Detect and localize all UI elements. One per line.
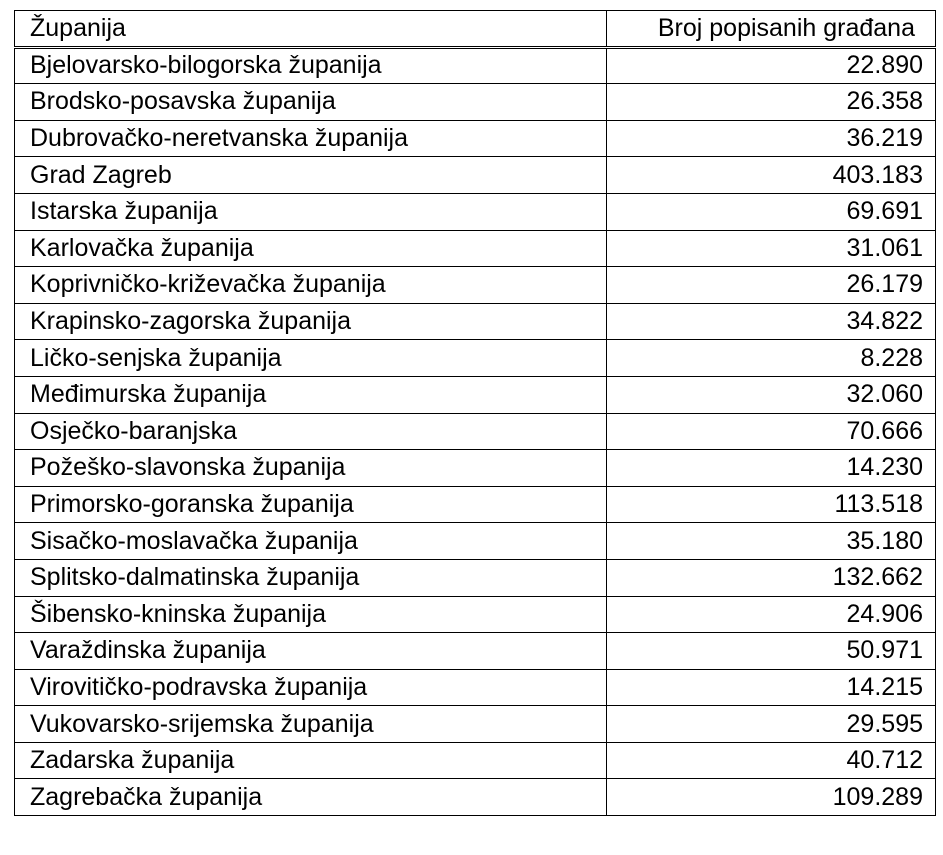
table-row xyxy=(15,413,936,450)
county-name-cell: Sisačko-moslavačka županija xyxy=(15,523,607,560)
citizen-count-cell: 14.215 xyxy=(607,669,936,706)
table-row xyxy=(15,230,936,267)
header-row xyxy=(15,11,936,48)
citizen-count-cell: 50.971 xyxy=(607,633,936,670)
county-name-cell: Osječko-baranjska xyxy=(15,413,607,450)
table-row xyxy=(15,633,936,670)
county-name-cell: Zadarska županija xyxy=(15,742,607,779)
table-row xyxy=(15,303,936,340)
county-name-cell: Virovitičko-podravska županija xyxy=(15,669,607,706)
citizen-count-cell: 8.228 xyxy=(607,340,936,377)
citizen-count-cell: 31.061 xyxy=(607,230,936,267)
county-name-cell: Dubrovačko-neretvanska županija xyxy=(15,120,607,157)
county-name-cell: Istarska županija xyxy=(15,193,607,230)
county-name-cell: Splitsko-dalmatinska županija xyxy=(15,559,607,596)
table-row xyxy=(15,742,936,779)
county-name-cell: Međimurska županija xyxy=(15,376,607,413)
county-name-cell: Krapinsko-zagorska županija xyxy=(15,303,607,340)
citizen-count-cell: 109.289 xyxy=(607,779,936,816)
column-header-county: Županija xyxy=(15,11,607,48)
table-row xyxy=(15,523,936,560)
county-name-cell: Primorsko-goranska županija xyxy=(15,486,607,523)
county-name-cell: Koprivničko-križevačka županija xyxy=(15,267,607,304)
county-name-cell: Brodsko-posavska županija xyxy=(15,84,607,121)
county-name-cell: Varaždinska županija xyxy=(15,633,607,670)
county-name-cell: Požeško-slavonska županija xyxy=(15,450,607,487)
census-table xyxy=(14,10,936,816)
table-body xyxy=(15,47,936,815)
table-row xyxy=(15,486,936,523)
table-row xyxy=(15,47,936,84)
citizen-count-cell: 32.060 xyxy=(607,376,936,413)
citizen-count-cell: 24.906 xyxy=(607,596,936,633)
table-row xyxy=(15,267,936,304)
county-name-cell: Zagrebačka županija xyxy=(15,779,607,816)
citizen-count-cell: 34.822 xyxy=(607,303,936,340)
citizen-count-cell: 26.179 xyxy=(607,267,936,304)
citizen-count-cell: 113.518 xyxy=(607,486,936,523)
citizen-count-cell: 36.219 xyxy=(607,120,936,157)
county-name-cell: Bjelovarsko-bilogorska županija xyxy=(15,47,607,84)
table-row xyxy=(15,779,936,816)
citizen-count-cell: 35.180 xyxy=(607,523,936,560)
table-row xyxy=(15,559,936,596)
county-name-cell: Ličko-senjska županija xyxy=(15,340,607,377)
citizen-count-cell: 40.712 xyxy=(607,742,936,779)
column-header-count: Broj popisanih građana xyxy=(607,11,936,48)
county-name-cell: Šibensko-kninska županija xyxy=(15,596,607,633)
citizen-count-cell: 26.358 xyxy=(607,84,936,121)
table-row xyxy=(15,669,936,706)
citizen-count-cell: 29.595 xyxy=(607,706,936,743)
table-row xyxy=(15,596,936,633)
table-row xyxy=(15,193,936,230)
table-row xyxy=(15,84,936,121)
citizen-count-cell: 132.662 xyxy=(607,559,936,596)
table-row xyxy=(15,157,936,194)
citizen-count-cell: 22.890 xyxy=(607,47,936,84)
citizen-count-cell: 14.230 xyxy=(607,450,936,487)
table-row xyxy=(15,450,936,487)
citizen-count-cell: 69.691 xyxy=(607,193,936,230)
county-name-cell: Karlovačka županija xyxy=(15,230,607,267)
county-name-cell: Grad Zagreb xyxy=(15,157,607,194)
table-row xyxy=(15,376,936,413)
table-row xyxy=(15,706,936,743)
table-row xyxy=(15,120,936,157)
citizen-count-cell: 403.183 xyxy=(607,157,936,194)
citizen-count-cell: 70.666 xyxy=(607,413,936,450)
county-name-cell: Vukovarsko-srijemska županija xyxy=(15,706,607,743)
table-row xyxy=(15,340,936,377)
